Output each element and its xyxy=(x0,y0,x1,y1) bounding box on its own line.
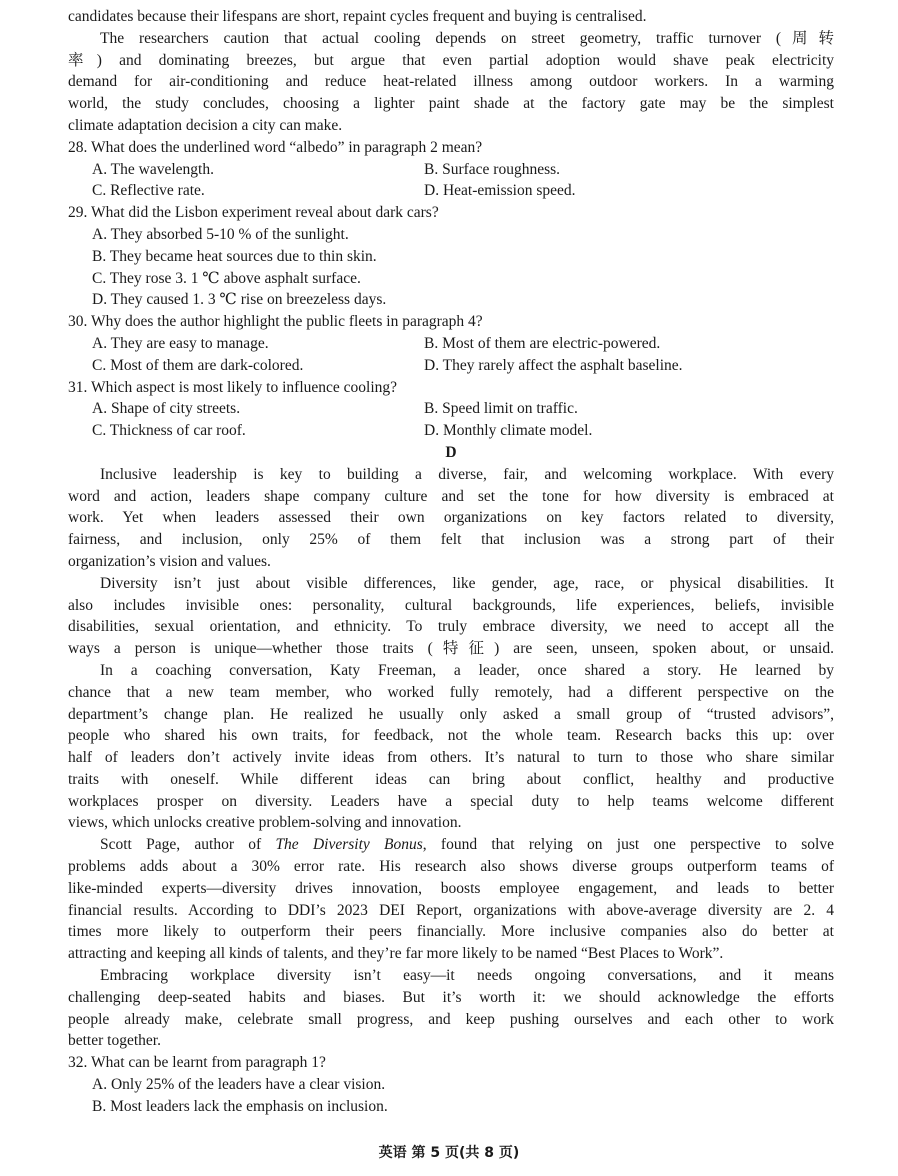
text-line: times more likely to outperform their peers financially. More inclusive companies also do better at xyxy=(68,923,834,941)
exam-page xyxy=(68,6,834,1118)
options-row xyxy=(68,159,834,181)
text-line: fairness, and inclusion, only 25% of them felt that inclusion was a strong part of their xyxy=(68,531,834,549)
text-line xyxy=(68,834,834,856)
passage-d-paragraph-3 xyxy=(68,660,834,834)
text-line: 率) and dominating breezes, but argue that even partial adoption would shave peak electricity xyxy=(68,51,834,69)
text-line: people who shared his own traits, for feedback, not the whole team. Research backs this up: over xyxy=(68,727,834,745)
text-line: also includes invisible ones: personality, cultural backgrounds, life experiences, beliefs, invisible xyxy=(68,596,834,614)
text-line: Diversity isn’t just about visible differences, like gender, age, race, or physical disabilities. It xyxy=(100,574,834,592)
options-row xyxy=(68,398,834,420)
text-line: financial results. According to DDI’s 2023 DEI Report, organizations with above-average diversity are 2. 4 xyxy=(68,901,834,919)
option-b: B. Surface roughness. xyxy=(424,160,561,178)
text-line: work. Yet when leaders assessed their own organizations on key factors related to diversity, xyxy=(68,509,834,527)
option-d: D. They rarely affect the asphalt baseline. xyxy=(424,356,683,374)
text-line: word and action, leaders shape company culture and set the tone for how diversity is embraced at xyxy=(68,487,834,505)
passage-c-end xyxy=(68,6,834,28)
option-b: B. Speed limit on traffic. xyxy=(424,400,578,418)
text-line: Embracing workplace diversity isn’t easy—it needs ongoing conversations, and it means xyxy=(100,967,834,985)
question-29 xyxy=(68,202,834,311)
passage-d-paragraph-5 xyxy=(68,965,834,1052)
text-line: candidates because their lifespans are short, repaint cycles frequent and buying is centralised. xyxy=(68,8,647,25)
option-c: C. Most of them are dark-colored. xyxy=(92,356,304,374)
option-d: D. Monthly climate model. xyxy=(424,422,593,440)
options-row xyxy=(68,355,834,377)
option-d: D. They caused 1. 3 ℃ rise on breezeless days. xyxy=(92,291,387,309)
option-a: A. They are easy to manage. xyxy=(92,334,269,352)
text-line: In a coaching conversation, Katy Freeman, a leader, once shared a story. He learned by xyxy=(100,661,834,679)
passage-d-paragraph-1 xyxy=(68,464,834,573)
question-31 xyxy=(68,377,834,442)
text-line: like-minded experts—diversity drives innovation, boosts employee engagement, and leads to better xyxy=(68,879,834,897)
option-b: B. Most leaders lack the emphasis on inclusion. xyxy=(92,1097,388,1115)
text-line: attracting and keeping all kinds of talents, and they’re far more likely to be named “Best Places to Work”. xyxy=(68,945,724,963)
question-stem: 32. What can be learnt from paragraph 1? xyxy=(68,1054,326,1072)
text-line: problems adds about a 30% error rate. His research also shows diverse groups outperform teams of xyxy=(68,858,834,876)
options-row xyxy=(68,180,834,202)
text-segment: Scott Page, author of xyxy=(100,836,276,854)
option-c: C. Reflective rate. xyxy=(92,182,205,200)
option-a: A. They absorbed 5-10 % of the sunlight. xyxy=(92,225,349,243)
question-stem: 29. What did the Lisbon experiment reveal about dark cars? xyxy=(68,204,439,222)
question-stem: 31. Which aspect is most likely to influence cooling? xyxy=(68,378,398,396)
option-c: C. Thickness of car roof. xyxy=(92,422,246,440)
text-line: traits with oneself. While different ideas can bring about conflict, healthy and productive xyxy=(68,770,834,788)
question-stem: 28. What does the underlined word “albedo” in paragraph 2 mean? xyxy=(68,138,483,156)
options-row xyxy=(68,420,834,442)
text-line: chance that a new team member, who worked fully remotely, had a different perspective on the xyxy=(68,683,834,701)
option-a: A. The wavelength. xyxy=(92,160,214,178)
text-line: people already make, celebrate small progress, and keep pushing ourselves and each other to work xyxy=(68,1010,834,1028)
text-line: disabilities, sexual orientation, and ethnicity. To truly embrace diversity, we need to accept all the xyxy=(68,618,834,636)
question-32 xyxy=(68,1052,834,1117)
text-line: world, the study concludes, choosing a lighter paint shade at the factory gate may be the simplest xyxy=(68,95,834,113)
text-line: challenging deep-seated habits and biases. But it’s worth it: we should acknowledge the efforts xyxy=(68,988,834,1006)
options-row xyxy=(68,333,834,355)
text-line: workplaces prosper on diversity. Leaders have a special duty to help teams welcome different xyxy=(68,792,834,810)
passage-d-paragraph-2 xyxy=(68,573,834,660)
question-28 xyxy=(68,137,834,202)
text-line: organization’s vision and values. xyxy=(68,552,271,570)
option-a: A. Only 25% of the leaders have a clear vision. xyxy=(92,1076,386,1094)
page-footer: 英语 第 5 页(共 8 页) xyxy=(378,1145,520,1161)
text-line: half of leaders don’t actively invite ideas from others. It’s natural to turn to those who share similar xyxy=(68,749,834,767)
question-30 xyxy=(68,311,834,376)
question-stem: 30. Why does the author highlight the public fleets in paragraph 4? xyxy=(68,313,483,331)
option-a: A. Shape of city streets. xyxy=(92,400,241,418)
text-line: views, which unlocks creative problem-solving and innovation. xyxy=(68,814,462,832)
section-heading: D xyxy=(445,443,457,461)
text-line: ways a person is unique—whether those traits (特征) are seen, unseen, spoken about, or unsaid. xyxy=(68,640,834,658)
passage-d-paragraph-4 xyxy=(68,834,834,965)
text-line: department’s change plan. He realized he usually only asked a small group of “trusted advisors”, xyxy=(68,705,834,723)
text-line: The researchers caution that actual cooling depends on street geometry, traffic turnover (周转 xyxy=(100,29,834,47)
book-title: The Diversity Bonus xyxy=(275,836,423,854)
text-line: better together. xyxy=(68,1032,161,1050)
option-d: D. Heat-emission speed. xyxy=(424,182,576,200)
passage-c-paragraph-5 xyxy=(68,28,834,137)
text-line: Inclusive leadership is key to building a diverse, fair, and welcoming workplace. With every xyxy=(100,465,834,483)
option-c: C. They rose 3. 1 ℃ above asphalt surface. xyxy=(92,269,361,287)
option-b: B. They became heat sources due to thin skin. xyxy=(92,247,377,265)
text-line: climate adaptation decision a city can make. xyxy=(68,116,343,134)
option-b: B. Most of them are electric-powered. xyxy=(424,334,661,352)
text-segment: , found that relying on just one perspective to solve xyxy=(422,836,834,854)
text-line: demand for air-conditioning and reduce heat-related illness among outdoor workers. In a warming xyxy=(68,73,834,91)
